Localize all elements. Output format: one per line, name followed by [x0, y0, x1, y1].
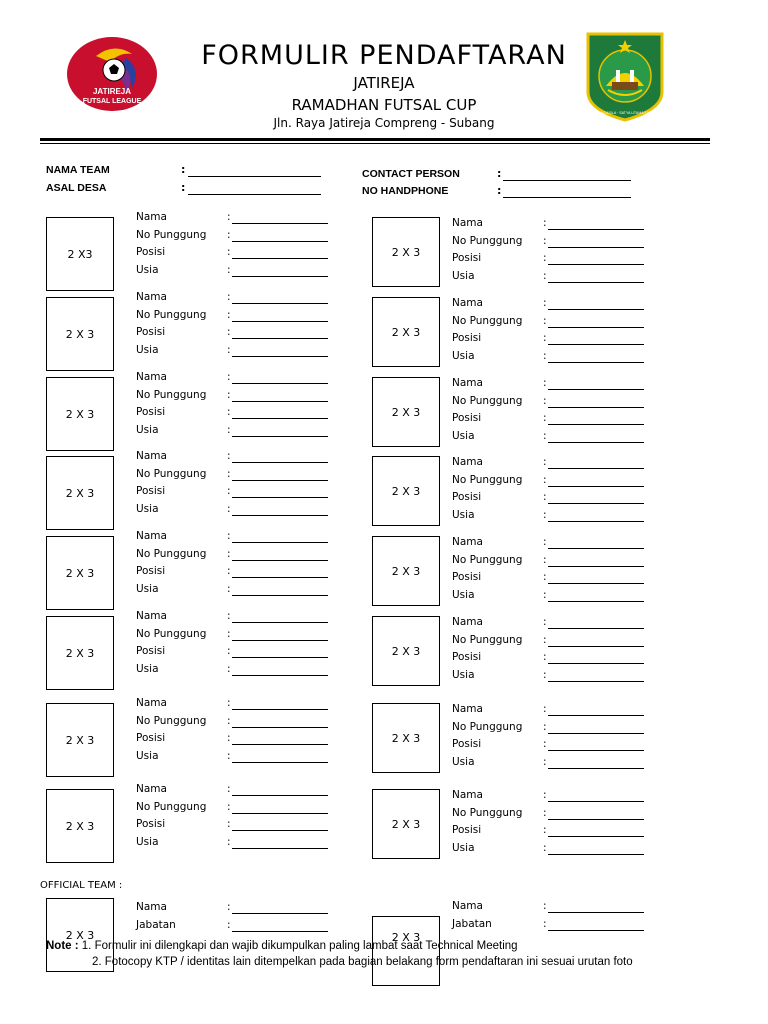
contact-person-colon: :: [497, 167, 502, 180]
player-photo-box-right-6[interactable]: [372, 616, 440, 686]
player-usia-colon-left-6: :: [227, 662, 231, 675]
player-no-punggung-label-left-1: No Punggung: [136, 228, 207, 241]
player-posisi-colon-left-4: :: [227, 485, 231, 497]
player-nama-field-right-4[interactable]: [548, 468, 644, 469]
player-nama-field-right-2[interactable]: [548, 309, 644, 310]
player-no-punggung-colon-left-7: :: [227, 714, 231, 727]
player-photo-label-left-1: 2 X3: [67, 247, 93, 261]
player-photo-label-left-6: 2 X 3: [65, 646, 95, 660]
player-photo-box-right-4[interactable]: [372, 456, 440, 526]
address: Jln. Raya Jatireja Compreng - Subang: [273, 116, 495, 130]
player-nama-field-right-8[interactable]: [548, 801, 644, 802]
player-posisi-colon-left-8: :: [227, 818, 231, 830]
player-posisi-field-right-1[interactable]: [548, 264, 644, 265]
form-title: FORMULIR PENDAFTARAN: [201, 40, 567, 71]
player-usia-field-right-1[interactable]: [548, 282, 644, 283]
note-line-2: 2. Fotocopy KTP / identitas lain ditempelkan pada bagian belakang form pendaftaran ini sesuai urutan foto: [92, 956, 633, 968]
player-no-punggung-field-left-2[interactable]: [232, 321, 328, 322]
player-posisi-label-left-8: Posisi: [136, 818, 166, 830]
player-no-punggung-colon-left-2: :: [227, 308, 231, 321]
player-posisi-colon-right-4: :: [543, 491, 547, 503]
player-nama-colon-right-7: :: [543, 703, 547, 715]
player-no-punggung-field-left-7[interactable]: [232, 727, 328, 728]
player-usia-field-left-3[interactable]: [232, 436, 328, 437]
player-nama-field-right-6[interactable]: [548, 628, 644, 629]
player-posisi-colon-left-7: :: [227, 732, 231, 744]
player-no-punggung-field-right-1[interactable]: [548, 247, 644, 248]
player-posisi-colon-right-3: :: [543, 412, 547, 424]
player-usia-field-right-7[interactable]: [548, 768, 644, 769]
player-usia-colon-right-4: :: [543, 508, 547, 521]
player-no-punggung-field-left-1[interactable]: [232, 241, 328, 242]
player-nama-colon-right-2: :: [543, 297, 547, 309]
player-posisi-label-right-3: Posisi: [452, 412, 482, 424]
player-no-punggung-label-left-4: No Punggung: [136, 467, 207, 480]
player-usia-colon-right-6: :: [543, 668, 547, 681]
player-usia-label-left-4: Usia: [136, 502, 159, 515]
player-usia-field-left-8[interactable]: [232, 848, 328, 849]
left-logo-text-1: JATIREJA: [92, 87, 132, 96]
official-nama-field-right[interactable]: [548, 912, 644, 913]
player-photo-label-right-6: 2 X 3: [391, 644, 421, 658]
player-usia-colon-right-2: :: [543, 349, 547, 362]
player-no-punggung-label-right-3: No Punggung: [452, 394, 523, 407]
player-posisi-label-right-4: Posisi: [452, 491, 482, 503]
nama-team-colon: :: [181, 163, 186, 176]
player-posisi-field-left-4[interactable]: [232, 497, 328, 498]
player-usia-label-left-1: Usia: [136, 263, 159, 276]
player-nama-colon-left-4: :: [227, 450, 231, 462]
subtitle-event: RAMADHAN FUTSAL CUP: [291, 96, 477, 114]
player-nama-colon-right-8: :: [543, 789, 547, 801]
player-usia-field-right-5[interactable]: [548, 601, 644, 602]
player-posisi-field-right-7[interactable]: [548, 750, 644, 751]
player-posisi-colon-right-7: :: [543, 738, 547, 750]
player-photo-box-left-3[interactable]: [46, 377, 114, 451]
player-posisi-field-right-2[interactable]: [548, 344, 644, 345]
player-usia-label-right-4: Usia: [452, 508, 475, 521]
official-photo-label-right: 2 X 3: [391, 930, 421, 944]
asal-desa-field[interactable]: [188, 194, 321, 195]
player-usia-colon-right-3: :: [543, 429, 547, 442]
player-posisi-field-left-7[interactable]: [232, 744, 328, 745]
player-nama-field-left-2[interactable]: [232, 303, 328, 304]
official-jabatan-field-left[interactable]: [232, 931, 328, 932]
player-usia-colon-right-7: :: [543, 755, 547, 768]
player-photo-label-right-5: 2 X 3: [391, 564, 421, 578]
official-nama-colon-left: :: [227, 901, 231, 913]
player-no-punggung-colon-right-5: :: [543, 553, 547, 566]
player-usia-label-left-5: Usia: [136, 582, 159, 595]
player-nama-label-right-7: Nama: [452, 703, 483, 715]
player-usia-colon-left-8: :: [227, 835, 231, 848]
player-photo-label-right-7: 2 X 3: [391, 731, 421, 745]
player-nama-colon-left-3: :: [227, 371, 231, 383]
no-handphone-field[interactable]: [503, 197, 631, 198]
player-usia-label-left-2: Usia: [136, 343, 159, 356]
player-no-punggung-field-right-7[interactable]: [548, 733, 644, 734]
player-posisi-field-left-8[interactable]: [232, 830, 328, 831]
player-photo-box-right-2[interactable]: [372, 297, 440, 367]
player-posisi-field-left-5[interactable]: [232, 577, 328, 578]
player-nama-colon-right-3: :: [543, 377, 547, 389]
player-photo-box-left-6[interactable]: [46, 616, 114, 690]
player-posisi-label-right-2: Posisi: [452, 332, 482, 344]
no-handphone-label: NO HANDPHONE: [362, 185, 449, 197]
player-photo-box-left-4[interactable]: [46, 456, 114, 530]
player-posisi-field-right-4[interactable]: [548, 503, 644, 504]
player-photo-label-left-7: 2 X 3: [65, 733, 95, 747]
player-posisi-colon-right-6: :: [543, 651, 547, 663]
player-usia-field-right-8[interactable]: [548, 854, 644, 855]
player-photo-box-right-1[interactable]: [372, 217, 440, 287]
official-nama-colon-right: :: [543, 900, 547, 912]
player-no-punggung-label-left-3: No Punggung: [136, 388, 207, 401]
player-usia-field-right-2[interactable]: [548, 362, 644, 363]
player-no-punggung-label-right-4: No Punggung: [452, 473, 523, 486]
player-usia-label-left-3: Usia: [136, 423, 159, 436]
player-no-punggung-label-right-2: No Punggung: [452, 314, 523, 327]
player-nama-label-right-4: Nama: [452, 456, 483, 468]
player-usia-field-left-4[interactable]: [232, 515, 328, 516]
player-nama-colon-left-8: :: [227, 783, 231, 795]
player-photo-label-left-8: 2 X 3: [65, 819, 95, 833]
player-usia-label-left-6: Usia: [136, 662, 159, 675]
player-nama-label-right-3: Nama: [452, 377, 483, 389]
player-nama-label-right-2: Nama: [452, 297, 483, 309]
player-photo-box-left-2[interactable]: [46, 297, 114, 371]
official-nama-label-left: Nama: [136, 901, 167, 913]
player-usia-label-right-6: Usia: [452, 668, 475, 681]
player-posisi-field-left-2[interactable]: [232, 338, 328, 339]
player-photo-box-left-5[interactable]: [46, 536, 114, 610]
player-nama-label-right-8: Nama: [452, 789, 483, 801]
player-photo-label-left-2: 2 X 3: [65, 327, 95, 341]
player-no-punggung-label-right-5: No Punggung: [452, 553, 523, 566]
official-jabatan-label-left: Jabatan: [136, 919, 176, 931]
player-nama-colon-left-7: :: [227, 697, 231, 709]
player-photo-label-left-5: 2 X 3: [65, 566, 95, 580]
player-nama-colon-left-5: :: [227, 530, 231, 542]
player-posisi-colon-left-2: :: [227, 326, 231, 338]
contact-person-label: CONTACT PERSON: [362, 168, 460, 180]
left-logo-text-2: FUTSAL LEAGUE: [82, 98, 142, 105]
player-posisi-label-left-2: Posisi: [136, 326, 166, 338]
player-nama-label-left-3: Nama: [136, 371, 167, 383]
player-nama-colon-right-1: :: [543, 217, 547, 229]
subtitle-jatireja: JATIREJA: [353, 74, 415, 92]
player-posisi-label-right-8: Posisi: [452, 824, 482, 836]
player-usia-colon-right-5: :: [543, 588, 547, 601]
player-posisi-label-left-7: Posisi: [136, 732, 166, 744]
player-nama-colon-left-2: :: [227, 291, 231, 303]
player-nama-field-right-3[interactable]: [548, 389, 644, 390]
player-posisi-label-left-5: Posisi: [136, 565, 166, 577]
player-photo-label-left-3: 2 X 3: [65, 407, 95, 421]
player-nama-label-left-1: Nama: [136, 211, 167, 223]
nama-team-label: NAMA TEAM: [46, 164, 110, 176]
player-posisi-field-right-3[interactable]: [548, 424, 644, 425]
player-no-punggung-colon-right-8: :: [543, 806, 547, 819]
player-photo-label-right-3: 2 X 3: [391, 405, 421, 419]
player-usia-field-left-5[interactable]: [232, 595, 328, 596]
player-usia-colon-right-8: :: [543, 841, 547, 854]
player-posisi-colon-left-3: :: [227, 406, 231, 418]
player-nama-field-left-8[interactable]: [232, 795, 328, 796]
player-no-punggung-label-right-6: No Punggung: [452, 633, 523, 646]
player-posisi-colon-left-5: :: [227, 565, 231, 577]
player-usia-field-right-3[interactable]: [548, 442, 644, 443]
player-posisi-label-left-4: Posisi: [136, 485, 166, 497]
player-nama-colon-right-4: :: [543, 456, 547, 468]
asal-desa-colon: :: [181, 181, 186, 194]
player-usia-field-left-1[interactable]: [232, 276, 328, 277]
player-posisi-colon-left-6: :: [227, 645, 231, 657]
player-no-punggung-label-left-6: No Punggung: [136, 627, 207, 640]
official-jabatan-colon-right: :: [543, 918, 547, 930]
player-no-punggung-label-right-7: No Punggung: [452, 720, 523, 733]
player-no-punggung-colon-left-4: :: [227, 467, 231, 480]
player-nama-label-left-6: Nama: [136, 610, 167, 622]
official-photo-label-left: 2 X 3: [65, 928, 95, 942]
player-usia-field-left-2[interactable]: [232, 356, 328, 357]
note-text-1: 1. Formulir ini dilengkapi dan wajib dikumpulkan paling lambat saat Technical Meeting: [78, 940, 518, 952]
player-no-punggung-field-right-8[interactable]: [548, 819, 644, 820]
player-no-punggung-field-left-6[interactable]: [232, 640, 328, 641]
nama-team-field[interactable]: [188, 176, 321, 177]
player-posisi-label-left-6: Posisi: [136, 645, 166, 657]
player-no-punggung-colon-right-4: :: [543, 473, 547, 486]
player-no-punggung-label-left-5: No Punggung: [136, 547, 207, 560]
player-posisi-label-left-3: Posisi: [136, 406, 166, 418]
player-usia-label-left-7: Usia: [136, 749, 159, 762]
player-photo-box-right-5[interactable]: [372, 536, 440, 606]
player-no-punggung-colon-right-1: :: [543, 234, 547, 247]
player-no-punggung-field-right-4[interactable]: [548, 486, 644, 487]
player-nama-label-left-5: Nama: [136, 530, 167, 542]
player-no-punggung-colon-left-1: :: [227, 228, 231, 241]
player-photo-label-left-4: 2 X 3: [65, 486, 95, 500]
player-nama-label-right-1: Nama: [452, 217, 483, 229]
official-nama-label-right: Nama: [452, 900, 483, 912]
player-usia-label-right-7: Usia: [452, 755, 475, 768]
player-nama-field-left-1[interactable]: [232, 223, 328, 224]
official-team-title: OFFICIAL TEAM :: [40, 880, 123, 891]
player-no-punggung-colon-right-6: :: [543, 633, 547, 646]
player-no-punggung-field-left-8[interactable]: [232, 813, 328, 814]
player-posisi-colon-right-2: :: [543, 332, 547, 344]
player-no-punggung-field-left-3[interactable]: [232, 401, 328, 402]
player-nama-field-left-3[interactable]: [232, 383, 328, 384]
official-nama-field-left[interactable]: [232, 913, 328, 914]
player-usia-label-right-1: Usia: [452, 269, 475, 282]
player-usia-colon-left-2: :: [227, 343, 231, 356]
player-no-punggung-field-right-2[interactable]: [548, 327, 644, 328]
player-nama-colon-left-1: :: [227, 211, 231, 223]
player-nama-label-left-7: Nama: [136, 697, 167, 709]
contact-person-field[interactable]: [503, 180, 631, 181]
player-photo-box-right-8[interactable]: [372, 789, 440, 859]
official-jabatan-colon-left: :: [227, 919, 231, 931]
note-label: Note :: [46, 940, 79, 952]
player-nama-field-right-7[interactable]: [548, 715, 644, 716]
player-posisi-field-right-8[interactable]: [548, 836, 644, 837]
player-no-punggung-field-left-5[interactable]: [232, 560, 328, 561]
player-posisi-label-left-1: Posisi: [136, 246, 166, 258]
player-usia-label-left-8: Usia: [136, 835, 159, 848]
player-posisi-colon-right-5: :: [543, 571, 547, 583]
player-photo-box-left-7[interactable]: [46, 703, 114, 777]
player-no-punggung-field-right-3[interactable]: [548, 407, 644, 408]
player-usia-field-right-4[interactable]: [548, 521, 644, 522]
player-no-punggung-label-left-8: No Punggung: [136, 800, 207, 813]
player-usia-colon-left-7: :: [227, 749, 231, 762]
official-jabatan-label-right: Jabatan: [452, 918, 492, 930]
player-photo-box-right-7[interactable]: [372, 703, 440, 773]
player-usia-colon-left-5: :: [227, 582, 231, 595]
player-photo-box-right-3[interactable]: [372, 377, 440, 447]
player-posisi-label-right-1: Posisi: [452, 252, 482, 264]
player-posisi-colon-right-1: :: [543, 252, 547, 264]
player-posisi-label-right-5: Posisi: [452, 571, 482, 583]
player-nama-colon-right-5: :: [543, 536, 547, 548]
player-nama-field-left-6[interactable]: [232, 622, 328, 623]
player-no-punggung-colon-right-7: :: [543, 720, 547, 733]
player-nama-field-right-5[interactable]: [548, 548, 644, 549]
player-usia-field-left-6[interactable]: [232, 675, 328, 676]
player-posisi-colon-left-1: :: [227, 246, 231, 258]
player-usia-colon-left-1: :: [227, 263, 231, 276]
header-divider-thick: [40, 138, 710, 141]
player-nama-colon-left-6: :: [227, 610, 231, 622]
header-divider-thin: [40, 143, 710, 144]
player-no-punggung-colon-left-5: :: [227, 547, 231, 560]
player-photo-label-right-8: 2 X 3: [391, 817, 421, 831]
player-posisi-field-left-6[interactable]: [232, 657, 328, 658]
player-usia-label-right-2: Usia: [452, 349, 475, 362]
player-nama-label-right-6: Nama: [452, 616, 483, 628]
player-nama-label-left-2: Nama: [136, 291, 167, 303]
player-posisi-field-left-3[interactable]: [232, 418, 328, 419]
note-line-1: [46, 940, 518, 952]
official-jabatan-field-right[interactable]: [548, 930, 644, 931]
player-posisi-label-right-7: Posisi: [452, 738, 482, 750]
player-usia-label-right-8: Usia: [452, 841, 475, 854]
player-usia-field-right-6[interactable]: [548, 681, 644, 682]
player-no-punggung-field-left-4[interactable]: [232, 480, 328, 481]
player-posisi-field-right-6[interactable]: [548, 663, 644, 664]
player-usia-field-left-7[interactable]: [232, 762, 328, 763]
player-posisi-field-left-1[interactable]: [232, 258, 328, 259]
player-nama-label-left-8: Nama: [136, 783, 167, 795]
player-no-punggung-label-left-2: No Punggung: [136, 308, 207, 321]
player-usia-label-right-5: Usia: [452, 588, 475, 601]
player-no-punggung-label-left-7: No Punggung: [136, 714, 207, 727]
player-usia-label-right-3: Usia: [452, 429, 475, 442]
player-photo-label-right-4: 2 X 3: [391, 484, 421, 498]
asal-desa-label: ASAL DESA: [46, 182, 107, 194]
player-nama-field-right-1[interactable]: [548, 229, 644, 230]
player-no-punggung-field-right-6[interactable]: [548, 646, 644, 647]
player-no-punggung-colon-left-3: :: [227, 388, 231, 401]
player-photo-box-left-1[interactable]: [46, 217, 114, 291]
player-nama-label-right-5: Nama: [452, 536, 483, 548]
player-no-punggung-colon-right-2: :: [543, 314, 547, 327]
no-handphone-colon: :: [497, 184, 502, 197]
player-no-punggung-field-right-5[interactable]: [548, 566, 644, 567]
player-photo-label-right-2: 2 X 3: [391, 325, 421, 339]
player-nama-colon-right-6: :: [543, 616, 547, 628]
player-nama-label-left-4: Nama: [136, 450, 167, 462]
player-nama-field-left-5[interactable]: [232, 542, 328, 543]
player-usia-colon-right-1: :: [543, 269, 547, 282]
player-posisi-colon-right-8: :: [543, 824, 547, 836]
player-usia-colon-left-3: :: [227, 423, 231, 436]
player-no-punggung-label-right-1: No Punggung: [452, 234, 523, 247]
player-photo-label-right-1: 2 X 3: [391, 245, 421, 259]
player-usia-colon-left-4: :: [227, 502, 231, 515]
player-no-punggung-label-right-8: No Punggung: [452, 806, 523, 819]
player-photo-box-left-8[interactable]: [46, 789, 114, 863]
player-posisi-label-right-6: Posisi: [452, 651, 482, 663]
player-no-punggung-colon-left-6: :: [227, 627, 231, 640]
player-nama-field-left-7[interactable]: [232, 709, 328, 710]
player-posisi-field-right-5[interactable]: [548, 583, 644, 584]
player-no-punggung-colon-left-8: :: [227, 800, 231, 813]
player-nama-field-left-4[interactable]: [232, 462, 328, 463]
right-logo-text: BENTENG PANCASILA · SATYA UTAMA SATYA MEGARA: [577, 111, 673, 115]
player-no-punggung-colon-right-3: :: [543, 394, 547, 407]
